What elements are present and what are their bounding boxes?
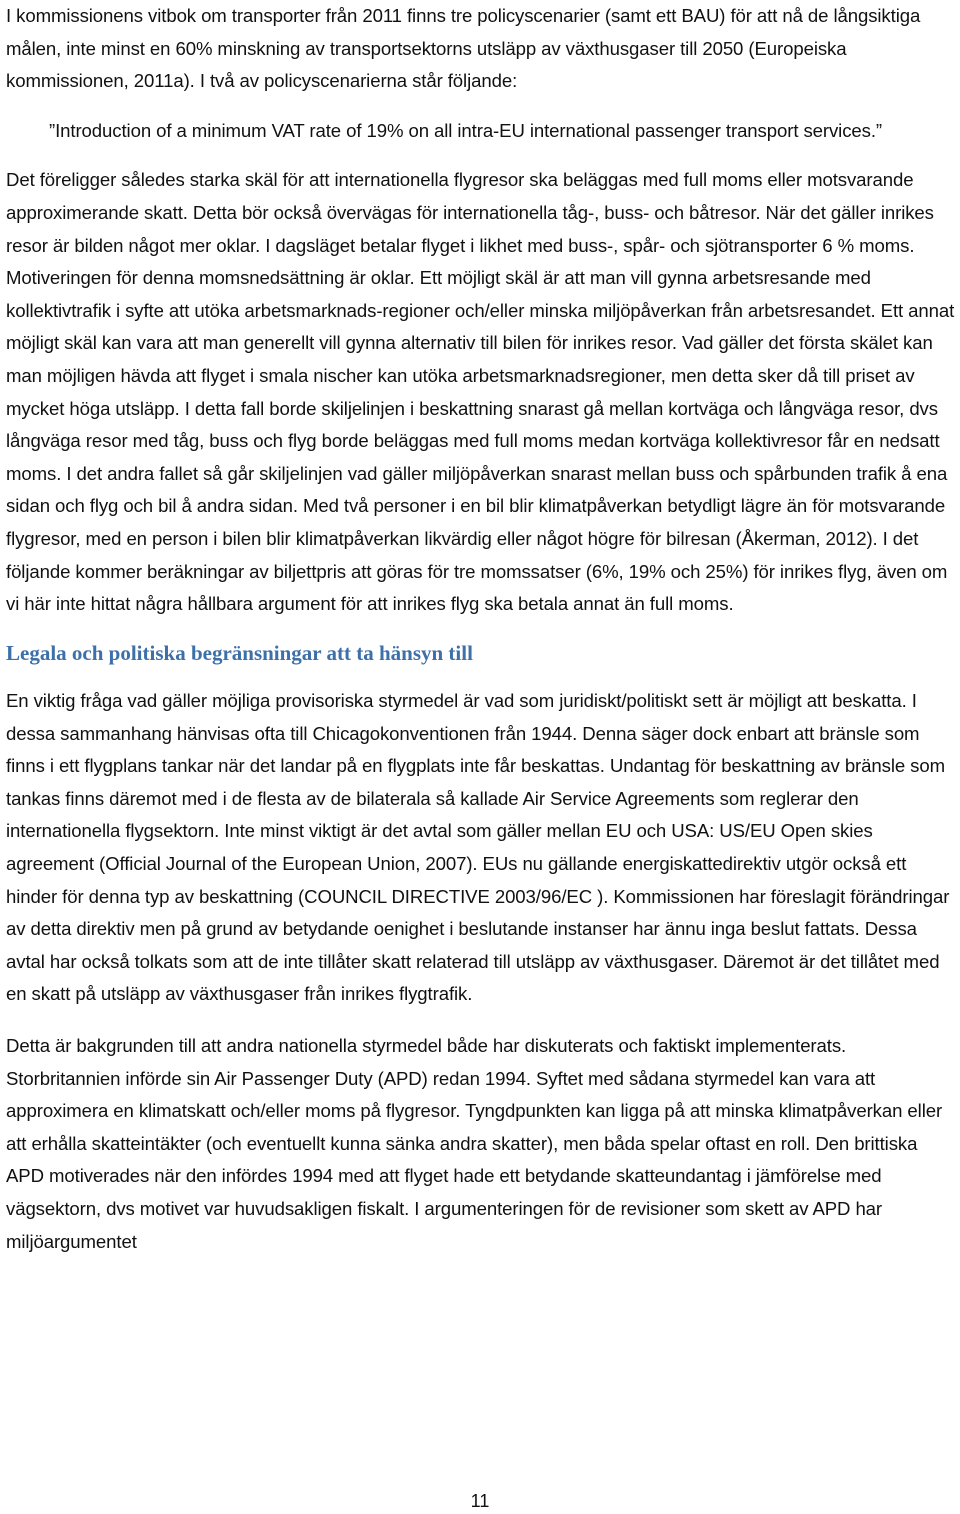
paragraph-background: Detta är bakgrunden till att andra nationella styrmedel både har diskuterats och faktiskt implementerats. Storbritannien införde sin Air Passenger Duty (APD) redan 1994. Syftet med sådana styrmedel kan vara att approximera en klimatskatt och/eller moms på flygresor. Tyngdpunkten kan ligga på att minska klimatpåverkan eller att erhålla skatteintäkter (och eventuellt kunna sänka andra skatter), men båda spelar oftast en roll. Den brittiska APD motiverades när den infördes 1994 med att flyget hade ett betydande skatteundantag i jämförelse med vägsektorn, dvs motivet var huvudsakligen fiskalt. I argumenteringen för de revisioner som skett av APD har miljöargumentet (6, 1035, 943, 1252)
page-number: 11 (470, 1491, 490, 1511)
block-quote: ”Introduction of a minimum VAT rate of 19% on all intra-EU international passenger transport services.” (49, 119, 883, 141)
paragraph-intro: I kommissionens vitbok om transporter från 2011 finns tre policyscenarier (samt ett BAU) för att nå de långsiktiga målen, inte minst en 60% minskning av transportsektorns utsläpp av växthusgaser till 2050 (Europeiska kommissionen, 2011a). I två av policyscenarierna står följande: (6, 5, 921, 92)
paragraph-legal: En viktig fråga vad gäller möjliga provisoriska styrmedel är vad som juridiskt/politiskt sett är möjligt att beskatta. I dessa sammanhang hänvisas ofta till Chicagokonventionen från 1944. Denna säger dock enbart att bränsle som finns i ett flygplans tankar när det landar på en flygplats inte får beskattas. Undantag för beskattning av bränsle som tankas finns däremot med i de flesta av de bilaterala så kallade Air Service Agreements som reglerar den internationella flygsektorn. Inte minst viktigt är det avtal som gäller mellan EU och USA: US/EU Open skies agreement (Official Journal of the European Union, 2007). EUs nu gällande energiskattedirektiv utgör också ett hinder för denna typ av beskattning (COUNCIL DIRECTIVE 2003/96/EC ). Kommissionen har föreslagit förändringar av detta direktiv men på grund av betydande oenighet i beslutande instanser har ännu inga beslut fattats. Dessa avtal har också tolkats som att de inte tillåter skatt relaterad till utsläpp av växthusgaser. Däremot är det tillåtet med en skatt på utsläpp av växthusgaser från inrikes flygtrafik. (6, 690, 950, 1005)
section-heading: Legala och politiska begränsningar att ta hänsyn till (6, 640, 473, 665)
document-page (6, 0, 956, 1258)
paragraph-vat-discussion: Det föreligger således starka skäl för att internationella flygresor ska beläggas med full moms eller motsvarande approximerande skatt. Detta bör också övervägas för internationella tåg-, buss- och båtresor. När det gäller inrikes resor är bilden något mer oklar. I dagsläget betalar flyget i likhet med buss-, spår- och sjötransporter 6 % moms. Motiveringen för denna momsnedsättning är oklar. Ett möjligt skäl är att man vill gynna arbetsresande med kollektivtrafik i syfte att utöka arbetsmarknads-regioner och/eller minska miljöpåverkan från arbetsresandet. Ett annat möjligt skäl kan vara att man generellt vill gynna alternativ till bilen för inrikes resor. Vad gäller det första skälet kan man möjligen hävda att flyget i smala nischer kan utöka arbetsmarknadsregioner, men detta sker då till priset av mycket höga utsläpp. I detta fall borde skiljelinjen i beskattning snarast gå mellan kortväga och långväga resor, dvs långväga resor med tåg, buss och flyg borde beläggas med full moms medan kortväga kollektivresor får en nedsatt moms. I det andra fallet så går skiljelinjen vad gäller miljöpåverkan snarast mellan buss och spårbunden trafik å ena sidan och flyg och bil å andra sidan. Med två personer i en bil blir klimatpåverkan betydligt lägre än för motsvarande flygresor, med en person i bilen blir klimatpåverkan likvärdig eller något högre för bilresan (Åkerman, 2012). I det följande kommer beräkningar av biljettpris att göras för tre momssatser (6%, 19% och 25%) för inrikes flyg, även om vi här inte hittat några hållbara argument för att inrikes flyg ska betala annat än full moms. (6, 169, 955, 615)
